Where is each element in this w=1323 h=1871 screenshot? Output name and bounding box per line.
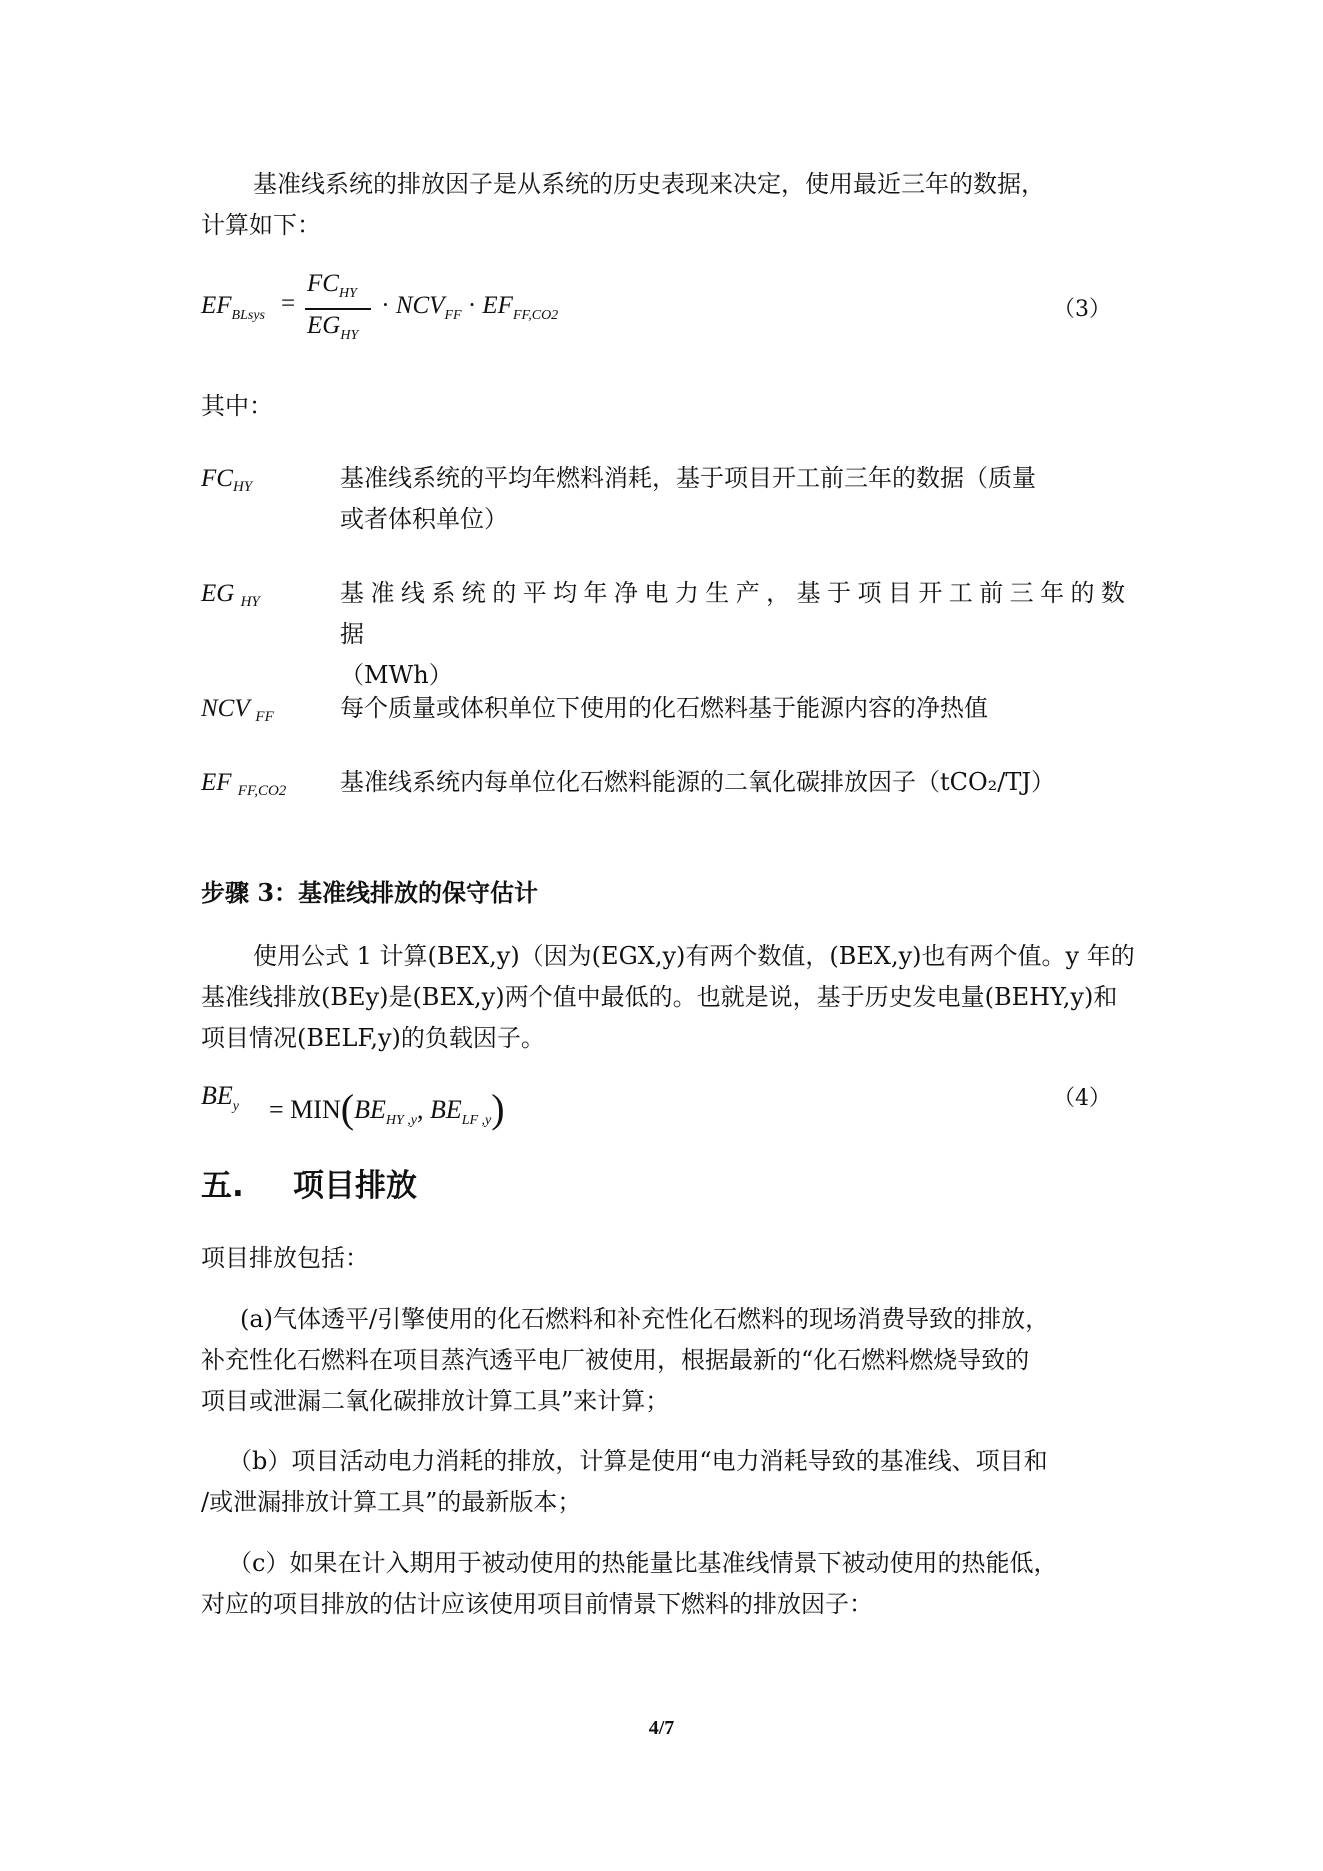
def-text-line: 基准线系统内每单位化石燃料能源的二氧化碳排放因子（tCO₂/TJ） bbox=[340, 768, 1056, 796]
def-text-line: （MWh） bbox=[340, 661, 453, 689]
project-intro: 项目排放包括： bbox=[201, 1244, 369, 1272]
def-symbol-ef bbox=[201, 762, 286, 807]
def-symbol-main: FC bbox=[201, 465, 233, 492]
formula-3-numerator bbox=[307, 270, 357, 301]
formula-4-a-main: BE bbox=[354, 1095, 386, 1124]
formula-4-b-main: BE bbox=[429, 1095, 462, 1124]
def-text-fc bbox=[340, 458, 1131, 540]
section-5-title: 项目排放 bbox=[293, 1168, 417, 1204]
intro-line-1: 基准线系统的排放因子是从系统的历史表现来决定，使用最近三年的数据， bbox=[253, 170, 1045, 198]
def-text-line: 或者体积单位） bbox=[340, 505, 508, 533]
formula-3-num-sub: HY bbox=[338, 286, 357, 301]
item-b-line-2: /或泄漏排放计算工具”的最新版本； bbox=[201, 1488, 582, 1516]
formula-4-lhs-main: BE bbox=[201, 1081, 233, 1110]
def-symbol-fc bbox=[201, 458, 252, 503]
item-c-line-1: （c）如果在计入期用于被动使用的热能量比基准线情景下被动使用的热能低， bbox=[228, 1549, 1058, 1577]
def-text-line: 基准线系统的平均年净电力生产，基于项目开工前三年的数据 bbox=[340, 579, 1131, 648]
formula-4-number: （4） bbox=[1053, 1086, 1111, 1111]
formula-4-lhs-sub: y bbox=[232, 1099, 239, 1114]
def-symbol-ncv bbox=[201, 688, 274, 733]
item-b-line-1: （b）项目活动电力消耗的排放，计算是使用“电力消耗导致的基准线、项目和 bbox=[228, 1447, 1048, 1475]
formula-4-equals: = bbox=[269, 1095, 284, 1124]
formula-3-t1-sub: FF bbox=[444, 308, 462, 323]
formula-3-num-main: FC bbox=[307, 270, 339, 297]
intro-line-2: 计算如下： bbox=[201, 211, 321, 239]
formula-3-lhs bbox=[201, 292, 265, 323]
def-text-line: 基准线系统的平均年燃料消耗，基于项目开工前三年的数据（质量 bbox=[340, 464, 1036, 492]
def-symbol-sub: FF bbox=[255, 709, 274, 725]
page-number: 4/7 bbox=[648, 1717, 675, 1739]
formula-3-terms: · $NCV_{FF} \cdot EF_{FF,CO2}$ bbox=[375, 292, 559, 323]
formula-3-t1-main: NCV bbox=[395, 292, 445, 319]
formula-4-a-sub: HY ,y bbox=[385, 1113, 417, 1128]
def-symbol-main: NCV bbox=[201, 695, 256, 722]
def-symbol-main: EF bbox=[201, 769, 238, 796]
formula-4-func: MIN bbox=[290, 1095, 341, 1124]
formula-3-number: （3） bbox=[1053, 297, 1111, 322]
section-5-heading bbox=[201, 1160, 417, 1205]
formula-3-lhs-main: EF bbox=[201, 292, 232, 319]
formula-3-t2-main: EF bbox=[482, 292, 513, 319]
item-a-line-1: (a)气体透平/引擎使用的化石燃料和补充性化石燃料的现场消费导致的排放， bbox=[240, 1305, 1050, 1333]
formula-3-den-main: EG bbox=[307, 312, 341, 339]
def-symbol-sub: HY bbox=[232, 479, 253, 495]
def-symbol-eg bbox=[201, 573, 260, 618]
step-3-line-3: 项目情况(BELF,y)的负载因子。 bbox=[201, 1024, 545, 1052]
def-text-eg bbox=[340, 573, 1131, 696]
def-symbol-sub: HY bbox=[240, 594, 260, 610]
step-3-heading: 步骤 3：基准线排放的保守估计 bbox=[201, 878, 539, 907]
def-text-line: 每个质量或体积单位下使用的化石燃料基于能源内容的净热值 bbox=[340, 694, 988, 722]
formula-3-equals: = bbox=[281, 290, 296, 317]
def-text-ef bbox=[340, 762, 1131, 803]
item-a-line-3: 项目或泄漏二氧化碳排放计算工具”来计算； bbox=[201, 1387, 670, 1415]
def-symbol-sub: FF,CO2 bbox=[237, 783, 287, 799]
formula-4-rhs: = $MIN(BE_{HY ,y}$, $BE_{LF ,y}$) bbox=[269, 1086, 505, 1131]
formula-3-denominator bbox=[307, 312, 359, 343]
def-text-ncv bbox=[340, 688, 1131, 729]
section-5-number: 五. bbox=[201, 1168, 244, 1204]
formula-3-den-sub: HY bbox=[340, 328, 359, 343]
item-a-line-2: 补充性化石燃料在项目蒸汽透平电厂被使用，根据最新的“化石燃料燃烧导致的 bbox=[201, 1346, 1030, 1374]
def-symbol-main: EG bbox=[201, 580, 241, 607]
formula-3 bbox=[201, 270, 1111, 350]
formula-4-lhs bbox=[201, 1081, 239, 1114]
formula-3-t2-sub: FF,CO2 bbox=[512, 308, 559, 323]
formula-3-lhs-sub: BLsys bbox=[231, 308, 265, 323]
step-3-line-2: 基准线排放(BEy)是(BEX,y)两个值中最低的。也就是说，基于历史发电量(BEHY,y)和 bbox=[201, 983, 1118, 1011]
item-c-line-2: 对应的项目排放的估计应该使用项目前情景下燃料的排放因子： bbox=[201, 1590, 873, 1618]
fraction-bar bbox=[305, 308, 371, 310]
step-3-line-1: 使用公式 1 计算(BEX,y)（因为(EGX,y)有两个数值，(BEX,y)也有两个值。y 年的 bbox=[253, 942, 1135, 970]
formula-4-b-sub: LF ,y bbox=[461, 1113, 492, 1128]
where-label: 其中： bbox=[201, 392, 273, 420]
formula-4 bbox=[201, 1075, 1111, 1131]
